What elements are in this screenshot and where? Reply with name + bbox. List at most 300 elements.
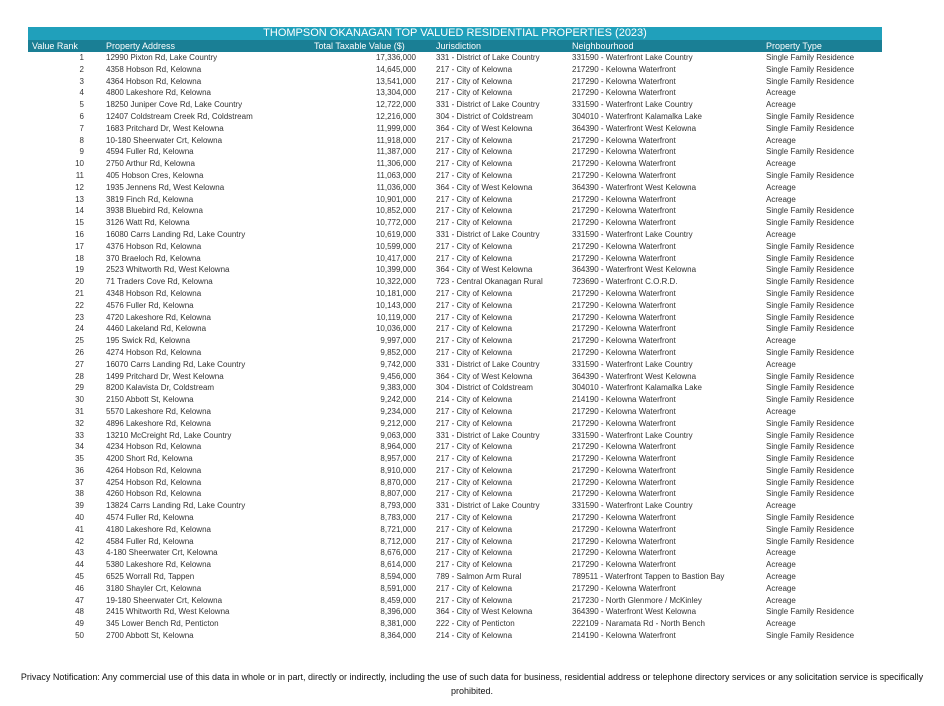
cell-rank: 25: [75, 336, 84, 346]
table-row: [28, 500, 882, 512]
cell-address: 1499 Pritchard Dr, West Kelowna: [106, 371, 224, 381]
table-row: [28, 123, 882, 135]
table-body: [28, 52, 882, 642]
cell-address: 16080 Carrs Landing Rd, Lake Country: [106, 229, 246, 239]
cell-address: 4896 Lakeshore Rd, Kelowna: [106, 418, 211, 428]
cell-value: 8,957,000: [380, 454, 416, 464]
cell-rank: 20: [75, 277, 84, 287]
cell-type: Single Family Residence: [766, 347, 855, 357]
cell-neighbourhood: 217290 - Kelowna Waterfront: [572, 336, 676, 346]
cell-jurisdiction: 217 - City of Kelowna: [436, 548, 513, 558]
cell-type: Single Family Residence: [766, 324, 855, 334]
cell-jurisdiction: 217 - City of Kelowna: [436, 524, 513, 534]
cell-type: Acreage: [766, 572, 796, 582]
cell-neighbourhood: 217290 - Kelowna Waterfront: [572, 406, 676, 416]
cell-value: 10,181,000: [375, 288, 416, 298]
cell-neighbourhood: 217290 - Kelowna Waterfront: [572, 241, 676, 251]
cell-value: 9,456,000: [380, 371, 416, 381]
cell-rank: 5: [79, 100, 84, 110]
cell-value: 10,772,000: [375, 218, 416, 228]
table-row: [28, 453, 882, 465]
cell-value: 10,417,000: [375, 253, 416, 263]
cell-rank: 32: [75, 418, 84, 428]
cell-type: Acreage: [766, 359, 796, 369]
cell-type: Single Family Residence: [766, 288, 855, 298]
cell-type: Single Family Residence: [766, 477, 855, 487]
cell-value: 12,216,000: [375, 111, 416, 121]
cell-value: 14,645,000: [375, 64, 416, 74]
cell-neighbourhood: 214190 - Kelowna Waterfront: [572, 631, 676, 641]
cell-neighbourhood: 217290 - Kelowna Waterfront: [572, 253, 676, 263]
cell-address: 19-180 Sheerwater Crt, Kelowna: [106, 595, 223, 605]
table-row: [28, 205, 882, 217]
cell-jurisdiction: 217 - City of Kelowna: [436, 583, 513, 593]
cell-rank: 16: [75, 229, 84, 239]
cell-type: Acreage: [766, 595, 796, 605]
cell-rank: 6: [79, 111, 84, 121]
cell-type: Acreage: [766, 229, 796, 239]
table-row: [28, 347, 882, 359]
cell-address: 16070 Carrs Landing Rd, Lake Country: [106, 359, 246, 369]
cell-rank: 8: [79, 135, 84, 145]
cell-value: 8,381,000: [380, 619, 416, 629]
cell-rank: 48: [75, 607, 84, 617]
cell-type: Single Family Residence: [766, 536, 855, 546]
cell-value: 8,721,000: [380, 524, 416, 534]
cell-address: 10-180 Sheerwater Crt, Kelowna: [106, 135, 223, 145]
cell-jurisdiction: 217 - City of Kelowna: [436, 288, 513, 298]
cell-type: Acreage: [766, 336, 796, 346]
cell-value: 8,807,000: [380, 489, 416, 499]
cell-neighbourhood: 364390 - Waterfront West Kelowna: [572, 371, 697, 381]
cell-type: Single Family Residence: [766, 111, 855, 121]
cell-rank: 34: [75, 442, 84, 452]
table-row: [28, 312, 882, 324]
cell-rank: 15: [75, 218, 84, 228]
cell-type: Acreage: [766, 159, 796, 169]
cell-type: Single Family Residence: [766, 430, 855, 440]
cell-neighbourhood: 217290 - Kelowna Waterfront: [572, 312, 676, 322]
cell-address: 4720 Lakeshore Rd, Kelowna: [106, 312, 211, 322]
cell-type: Acreage: [766, 501, 796, 511]
table-row: [28, 477, 882, 489]
cell-value: 10,619,000: [375, 229, 416, 239]
cell-address: 4200 Short Rd, Kelowna: [106, 454, 193, 464]
cell-jurisdiction: 217 - City of Kelowna: [436, 465, 513, 475]
table-row: [28, 559, 882, 571]
cell-value: 10,143,000: [375, 300, 416, 310]
cell-value: 8,459,000: [380, 595, 416, 605]
cell-value: 9,742,000: [380, 359, 416, 369]
cell-type: Single Family Residence: [766, 489, 855, 499]
cell-rank: 41: [75, 524, 84, 534]
cell-jurisdiction: 217 - City of Kelowna: [436, 347, 513, 357]
cell-neighbourhood: 217290 - Kelowna Waterfront: [572, 548, 676, 558]
table-row: [28, 229, 882, 241]
cell-neighbourhood: 217290 - Kelowna Waterfront: [572, 524, 676, 534]
cell-address: 405 Hobson Cres, Kelowna: [106, 170, 204, 180]
cell-neighbourhood: 364390 - Waterfront West Kelowna: [572, 182, 697, 192]
cell-neighbourhood: 217290 - Kelowna Waterfront: [572, 64, 676, 74]
cell-neighbourhood: 789511 - Waterfront Tappen to Bastion Bay: [572, 572, 725, 582]
cell-type: Single Family Residence: [766, 607, 855, 617]
table-row: [28, 253, 882, 265]
cell-rank: 29: [75, 383, 84, 393]
table-row: [28, 217, 882, 229]
cell-address: 4584 Fuller Rd, Kelowna: [106, 536, 194, 546]
cell-neighbourhood: 364390 - Waterfront West Kelowna: [572, 607, 697, 617]
cell-neighbourhood: 222109 - Naramata Rd - North Bench: [572, 619, 705, 629]
table-row: [28, 87, 882, 99]
cell-type: Single Family Residence: [766, 170, 855, 180]
cell-value: 11,387,000: [376, 147, 416, 157]
cell-address: 195 Swick Rd, Kelowna: [106, 336, 191, 346]
cell-jurisdiction: 217 - City of Kelowna: [436, 241, 513, 251]
cell-value: 8,676,000: [380, 548, 416, 558]
property-table: [28, 27, 882, 642]
cell-address: 4576 Fuller Rd, Kelowna: [106, 300, 194, 310]
table-row: [28, 359, 882, 371]
cell-address: 4376 Hobson Rd, Kelowna: [106, 241, 202, 251]
cell-jurisdiction: 217 - City of Kelowna: [436, 560, 513, 570]
cell-address: 13210 McCreight Rd, Lake Country: [106, 430, 232, 440]
header-total-taxable-value: Total Taxable Value ($): [314, 41, 405, 51]
cell-value: 12,722,000: [375, 100, 416, 110]
cell-type: Single Family Residence: [766, 241, 855, 251]
table-row: [28, 430, 882, 442]
cell-address: 4364 Hobson Rd, Kelowna: [106, 76, 202, 86]
cell-rank: 23: [75, 312, 84, 322]
cell-neighbourhood: 217290 - Kelowna Waterfront: [572, 88, 676, 98]
cell-value: 9,997,000: [380, 336, 416, 346]
cell-rank: 18: [75, 253, 84, 263]
table-row: [28, 465, 882, 477]
cell-type: Acreage: [766, 182, 796, 192]
cell-value: 8,964,000: [380, 442, 416, 452]
cell-address: 2700 Abbott St, Kelowna: [106, 631, 194, 641]
table-row: [28, 111, 882, 123]
privacy-notification: [0, 670, 944, 698]
cell-address: 4234 Hobson Rd, Kelowna: [106, 442, 202, 452]
cell-jurisdiction: 217 - City of Kelowna: [436, 312, 513, 322]
cell-jurisdiction: 331 - District of Lake Country: [436, 100, 540, 110]
cell-address: 4348 Hobson Rd, Kelowna: [106, 288, 202, 298]
cell-rank: 35: [75, 454, 84, 464]
cell-rank: 1: [79, 53, 84, 62]
cell-type: Single Family Residence: [766, 64, 855, 74]
cell-rank: 49: [75, 619, 84, 629]
cell-address: 3819 Finch Rd, Kelowna: [106, 194, 194, 204]
cell-jurisdiction: 217 - City of Kelowna: [436, 170, 513, 180]
cell-neighbourhood: 217290 - Kelowna Waterfront: [572, 465, 676, 475]
cell-neighbourhood: 304010 - Waterfront Kalamalka Lake: [572, 111, 702, 121]
cell-address: 4-180 Sheerwater Crt, Kelowna: [106, 548, 218, 558]
cell-type: Single Family Residence: [766, 218, 855, 228]
table-row: [28, 394, 882, 406]
cell-address: 4274 Hobson Rd, Kelowna: [106, 347, 202, 357]
table-row: [28, 524, 882, 536]
cell-jurisdiction: 364 - City of West Kelowna: [436, 123, 533, 133]
cell-type: Single Family Residence: [766, 312, 855, 322]
cell-jurisdiction: 217 - City of Kelowna: [436, 135, 513, 145]
table-row: [28, 135, 882, 147]
cell-jurisdiction: 217 - City of Kelowna: [436, 76, 513, 86]
cell-address: 3126 Watt Rd, Kelowna: [106, 218, 190, 228]
cell-rank: 21: [75, 288, 84, 298]
table-row: [28, 583, 882, 595]
table-title: THOMPSON OKANAGAN TOP VALUED RESIDENTIAL PROPERTIES (2023): [28, 27, 882, 40]
cell-neighbourhood: 217290 - Kelowna Waterfront: [572, 194, 676, 204]
cell-neighbourhood: 217290 - Kelowna Waterfront: [572, 170, 676, 180]
cell-address: 4800 Lakeshore Rd, Kelowna: [106, 88, 211, 98]
privacy-notification-text: Privacy Notification: Any commercial use of this data in whole or in part, directly or indirectly, including the use of such data for business, residential address or telephone directory services or any solicitation service is specifically prohibited.: [20, 672, 924, 696]
cell-address: 2415 Whitworth Rd, West Kelowna: [106, 607, 230, 617]
cell-jurisdiction: 364 - City of West Kelowna: [436, 371, 533, 381]
table-row: [28, 64, 882, 76]
cell-type: Single Family Residence: [766, 76, 855, 86]
cell-value: 9,212,000: [380, 418, 416, 428]
cell-value: 10,599,000: [375, 241, 416, 251]
cell-address: 6525 Worrall Rd, Tappen: [106, 572, 195, 582]
cell-address: 4574 Fuller Rd, Kelowna: [106, 513, 194, 523]
cell-address: 4594 Fuller Rd, Kelowna: [106, 147, 194, 157]
table-row: [28, 99, 882, 111]
cell-jurisdiction: 217 - City of Kelowna: [436, 489, 513, 499]
cell-value: 8,396,000: [380, 607, 416, 617]
cell-rank: 14: [75, 206, 84, 216]
header-neighbourhood: Neighbourhood: [572, 41, 634, 51]
cell-value: 8,364,000: [380, 631, 416, 641]
cell-neighbourhood: 217290 - Kelowna Waterfront: [572, 206, 676, 216]
cell-value: 8,870,000: [380, 477, 416, 487]
cell-rank: 12: [75, 182, 84, 192]
table-row: [28, 146, 882, 158]
cell-address: 1935 Jennens Rd, West Kelowna: [106, 182, 225, 192]
cell-rank: 44: [75, 560, 84, 570]
cell-rank: 4: [79, 88, 84, 98]
table-header: [28, 40, 882, 52]
cell-jurisdiction: 214 - City of Kelowna: [436, 631, 513, 641]
table-row: [28, 606, 882, 618]
cell-address: 1683 Pritchard Dr, West Kelowna: [106, 123, 224, 133]
cell-jurisdiction: 214 - City of Kelowna: [436, 395, 513, 405]
cell-jurisdiction: 331 - District of Lake Country: [436, 359, 540, 369]
cell-neighbourhood: 304010 - Waterfront Kalamalka Lake: [572, 383, 702, 393]
cell-value: 13,541,000: [375, 76, 416, 86]
cell-value: 10,036,000: [375, 324, 416, 334]
table-row: [28, 276, 882, 288]
cell-jurisdiction: 217 - City of Kelowna: [436, 336, 513, 346]
cell-type: Single Family Residence: [766, 371, 855, 381]
table-row: [28, 630, 882, 642]
cell-rank: 50: [75, 631, 84, 641]
cell-jurisdiction: 217 - City of Kelowna: [436, 147, 513, 157]
cell-jurisdiction: 723 - Central Okanagan Rural: [436, 277, 543, 287]
cell-jurisdiction: 217 - City of Kelowna: [436, 88, 513, 98]
cell-address: 12407 Coldstream Creek Rd, Coldstream: [106, 111, 253, 121]
cell-address: 4264 Hobson Rd, Kelowna: [106, 465, 202, 475]
cell-value: 10,901,000: [375, 194, 416, 204]
cell-jurisdiction: 217 - City of Kelowna: [436, 536, 513, 546]
cell-address: 5570 Lakeshore Rd, Kelowna: [106, 406, 211, 416]
cell-type: Single Family Residence: [766, 524, 855, 534]
cell-rank: 9: [79, 147, 84, 157]
cell-type: Single Family Residence: [766, 418, 855, 428]
cell-address: 2523 Whitworth Rd, West Kelowna: [106, 265, 230, 275]
cell-address: 4260 Hobson Rd, Kelowna: [106, 489, 202, 499]
cell-value: 9,234,000: [380, 406, 416, 416]
cell-jurisdiction: 217 - City of Kelowna: [436, 324, 513, 334]
header-value-rank: Value Rank: [32, 41, 78, 51]
cell-rank: 2: [79, 64, 84, 74]
cell-jurisdiction: 217 - City of Kelowna: [436, 454, 513, 464]
cell-neighbourhood: 217290 - Kelowna Waterfront: [572, 288, 676, 298]
cell-type: Acreage: [766, 194, 796, 204]
cell-address: 2750 Arthur Rd, Kelowna: [106, 159, 195, 169]
cell-type: Single Family Residence: [766, 53, 855, 62]
cell-value: 10,852,000: [375, 206, 416, 216]
cell-type: Single Family Residence: [766, 147, 855, 157]
cell-value: 10,322,000: [375, 277, 416, 287]
cell-jurisdiction: 217 - City of Kelowna: [436, 418, 513, 428]
cell-neighbourhood: 217290 - Kelowna Waterfront: [572, 477, 676, 487]
cell-type: Acreage: [766, 406, 796, 416]
cell-type: Single Family Residence: [766, 631, 855, 641]
cell-type: Single Family Residence: [766, 253, 855, 263]
cell-address: 3938 Bluebird Rd, Kelowna: [106, 206, 203, 216]
cell-rank: 30: [75, 395, 84, 405]
cell-type: Acreage: [766, 88, 796, 98]
cell-jurisdiction: 217 - City of Kelowna: [436, 206, 513, 216]
cell-jurisdiction: 217 - City of Kelowna: [436, 253, 513, 263]
cell-type: Single Family Residence: [766, 513, 855, 523]
cell-rank: 45: [75, 572, 84, 582]
cell-type: Acreage: [766, 583, 796, 593]
cell-type: Single Family Residence: [766, 465, 855, 475]
cell-rank: 47: [75, 595, 84, 605]
table-row: [28, 441, 882, 453]
cell-jurisdiction: 364 - City of West Kelowna: [436, 607, 533, 617]
cell-jurisdiction: 217 - City of Kelowna: [436, 406, 513, 416]
cell-rank: 43: [75, 548, 84, 558]
table-row: [28, 547, 882, 559]
cell-rank: 40: [75, 513, 84, 523]
cell-address: 4254 Hobson Rd, Kelowna: [106, 477, 202, 487]
cell-neighbourhood: 217290 - Kelowna Waterfront: [572, 513, 676, 523]
cell-value: 9,383,000: [380, 383, 416, 393]
table-row: [28, 406, 882, 418]
table-row: [28, 300, 882, 312]
cell-rank: 24: [75, 324, 84, 334]
cell-value: 8,712,000: [380, 536, 416, 546]
cell-value: 8,793,000: [380, 501, 416, 511]
table-row: [28, 52, 882, 64]
cell-rank: 13: [75, 194, 84, 204]
cell-value: 13,304,000: [375, 88, 416, 98]
cell-neighbourhood: 331590 - Waterfront Lake Country: [572, 501, 693, 511]
cell-jurisdiction: 217 - City of Kelowna: [436, 595, 513, 605]
header-property-address: Property Address: [106, 41, 176, 51]
cell-rank: 28: [75, 371, 84, 381]
cell-address: 2150 Abbott St, Kelowna: [106, 395, 194, 405]
table-row: [28, 182, 882, 194]
cell-neighbourhood: 217290 - Kelowna Waterfront: [572, 324, 676, 334]
cell-neighbourhood: 331590 - Waterfront Lake Country: [572, 53, 693, 62]
table-row: [28, 323, 882, 335]
cell-value: 8,591,000: [380, 583, 416, 593]
table-row: [28, 264, 882, 276]
cell-type: Acreage: [766, 619, 796, 629]
cell-rank: 37: [75, 477, 84, 487]
cell-rank: 19: [75, 265, 84, 275]
cell-jurisdiction: 217 - City of Kelowna: [436, 64, 513, 74]
cell-jurisdiction: 331 - District of Lake Country: [436, 430, 540, 440]
cell-address: 71 Traders Cove Rd, Kelowna: [106, 277, 213, 287]
cell-type: Acreage: [766, 100, 796, 110]
cell-jurisdiction: 331 - District of Lake Country: [436, 229, 540, 239]
cell-address: 3180 Shayler Crt, Kelowna: [106, 583, 202, 593]
cell-rank: 39: [75, 501, 84, 511]
cell-neighbourhood: 217290 - Kelowna Waterfront: [572, 347, 676, 357]
cell-jurisdiction: 304 - District of Coldstream: [436, 111, 533, 121]
cell-rank: 3: [79, 76, 84, 86]
cell-jurisdiction: 217 - City of Kelowna: [436, 513, 513, 523]
cell-rank: 22: [75, 300, 84, 310]
cell-jurisdiction: 222 - City of Penticton: [436, 619, 515, 629]
cell-neighbourhood: 217290 - Kelowna Waterfront: [572, 418, 676, 428]
cell-address: 13824 Carrs Landing Rd, Lake Country: [106, 501, 246, 511]
cell-address: 12990 Pixton Rd, Lake Country: [106, 53, 218, 62]
cell-neighbourhood: 331590 - Waterfront Lake Country: [572, 100, 693, 110]
cell-value: 9,852,000: [380, 347, 416, 357]
cell-jurisdiction: 217 - City of Kelowna: [436, 442, 513, 452]
cell-rank: 31: [75, 406, 84, 416]
cell-rank: 10: [75, 159, 84, 169]
table-row: [28, 571, 882, 583]
table-row: [28, 595, 882, 607]
table-row: [28, 335, 882, 347]
cell-neighbourhood: 217290 - Kelowna Waterfront: [572, 560, 676, 570]
cell-neighbourhood: 364390 - Waterfront West Kelowna: [572, 123, 697, 133]
cell-rank: 27: [75, 359, 84, 369]
cell-neighbourhood: 331590 - Waterfront Lake Country: [572, 229, 693, 239]
cell-neighbourhood: 217290 - Kelowna Waterfront: [572, 442, 676, 452]
cell-rank: 26: [75, 347, 84, 357]
cell-address: 370 Braeloch Rd, Kelowna: [106, 253, 201, 263]
cell-neighbourhood: 331590 - Waterfront Lake Country: [572, 430, 693, 440]
cell-address: 8200 Kalavista Dr, Coldstream: [106, 383, 215, 393]
cell-neighbourhood: 217230 - North Glenmore / McKinley: [572, 595, 702, 605]
cell-value: 11,918,000: [376, 135, 416, 145]
table-row: [28, 371, 882, 383]
cell-rank: 33: [75, 430, 84, 440]
cell-jurisdiction: 217 - City of Kelowna: [436, 218, 513, 228]
cell-jurisdiction: 789 - Salmon Arm Rural: [436, 572, 522, 582]
cell-jurisdiction: 217 - City of Kelowna: [436, 194, 513, 204]
cell-address: 345 Lower Bench Rd, Penticton: [106, 619, 219, 629]
cell-address: 4180 Lakeshore Rd, Kelowna: [106, 524, 211, 534]
cell-type: Single Family Residence: [766, 395, 855, 405]
cell-neighbourhood: 217290 - Kelowna Waterfront: [572, 454, 676, 464]
cell-jurisdiction: 217 - City of Kelowna: [436, 159, 513, 169]
table-row: [28, 536, 882, 548]
cell-type: Acreage: [766, 560, 796, 570]
cell-value: 9,063,000: [380, 430, 416, 440]
cell-value: 8,614,000: [380, 560, 416, 570]
cell-rank: 38: [75, 489, 84, 499]
cell-value: 11,999,000: [376, 123, 416, 133]
cell-type: Acreage: [766, 135, 796, 145]
